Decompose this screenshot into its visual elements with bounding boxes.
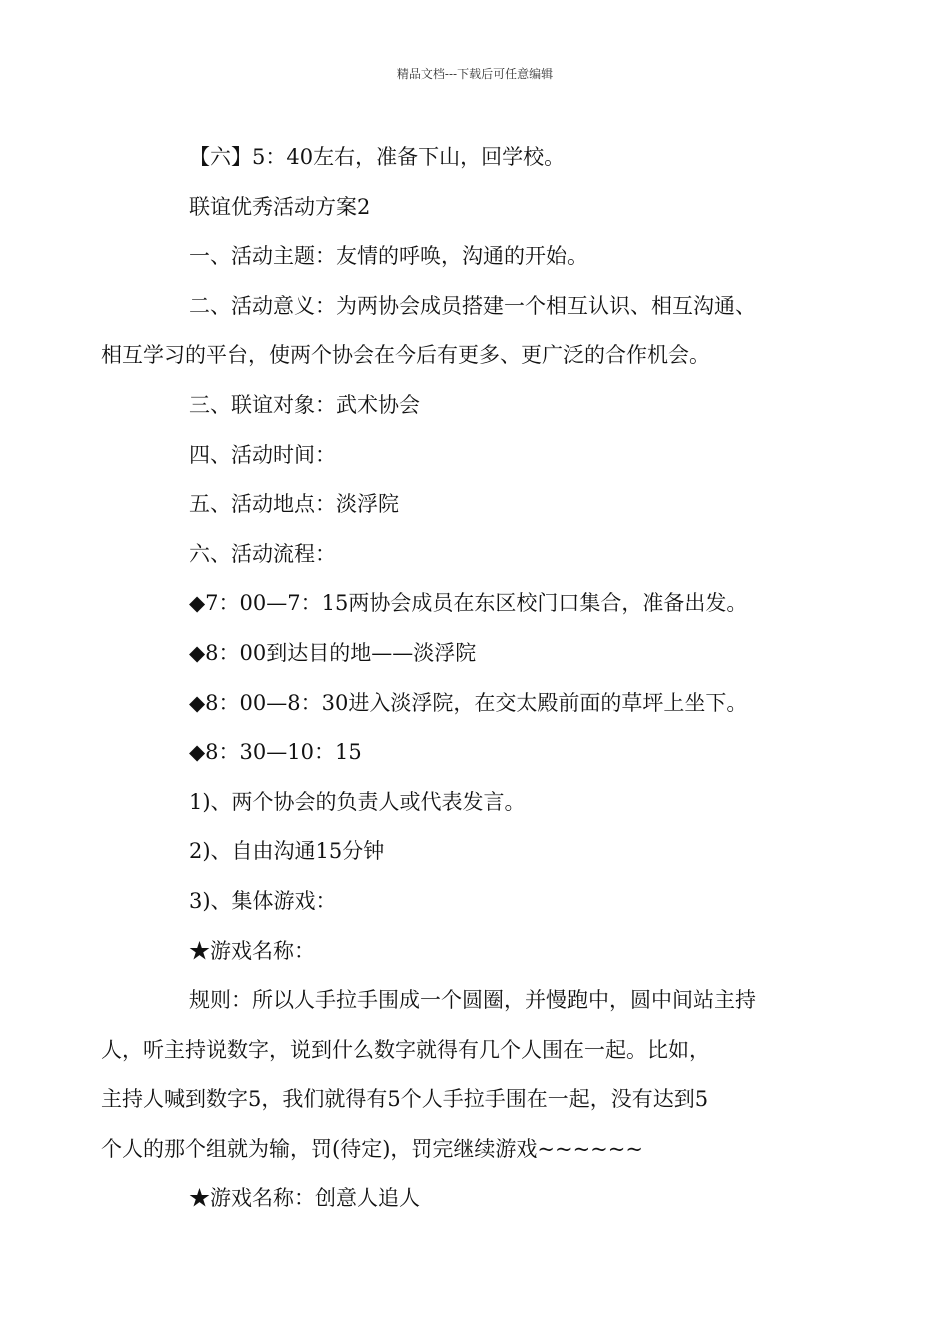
text-line: 3)、集体游戏： xyxy=(189,888,337,913)
document-body xyxy=(101,133,810,1224)
text-line: 【六】5：40左右，准备下山，回学校。 xyxy=(189,145,566,169)
text-line-continuation: 相互学习的平台，使两个协会在今后有更多、更广泛的合作机会。 xyxy=(101,343,710,368)
text-line-continuation: 个人的那个组就为输，罚(待定)，罚完继续游戏~~~~~~ xyxy=(101,1136,643,1161)
text-line-continuation: 人，听主持说数字，说到什么数字就得有几个人围在一起。比如， xyxy=(101,1037,710,1062)
paragraph-game-name-1 xyxy=(145,927,810,977)
text-line-continuation: 主持人喊到数字5，我们就得有5个人手拉手围在一起，没有达到5 xyxy=(101,1087,709,1112)
text-line: ◆8：00到达目的地——淡浮院 xyxy=(189,640,477,665)
page-header: 精品文档---下载后可任意编辑 xyxy=(396,67,554,81)
text-line: 1)、两个协会的负责人或代表发言。 xyxy=(189,789,526,814)
text-line: 四、活动时间： xyxy=(189,442,336,467)
text-line: ★游戏名称：创意人追人 xyxy=(189,1186,420,1211)
paragraph-step-enter xyxy=(145,679,810,729)
paragraph-game-name-2 xyxy=(145,1174,810,1224)
paragraph-step-main xyxy=(145,728,810,778)
paragraph-theme xyxy=(145,232,810,282)
paragraph-section-6-end xyxy=(145,133,810,183)
text-line: 规则：所以人手拉手围成一个圆圈，并慢跑中，圆中间站主持 xyxy=(189,988,756,1013)
paragraph-time xyxy=(145,431,810,481)
paragraph-step-gather xyxy=(145,579,810,629)
paragraph-plan-title xyxy=(145,183,810,233)
text-line: 六、活动流程： xyxy=(189,541,336,566)
paragraph-process-heading xyxy=(145,530,810,580)
text-line: ◆7：00—7：15两协会成员在东区校门口集合，准备出发。 xyxy=(189,591,748,616)
paragraph-sub-games xyxy=(145,877,810,927)
paragraph-sub-free-talk xyxy=(145,827,810,877)
paragraph-location xyxy=(145,480,810,530)
paragraph-sub-speech xyxy=(145,778,810,828)
text-line: 一、活动主题：友情的呼唤，沟通的开始。 xyxy=(189,244,588,269)
text-line: 五、活动地点：淡浮院 xyxy=(189,492,399,517)
paragraph-target xyxy=(145,381,810,431)
text-line: ◆8：00—8：30进入淡浮院，在交太殿前面的草坪上坐下。 xyxy=(189,690,748,715)
text-line: ◆8：30—10：15 xyxy=(189,740,362,765)
text-line: 二、活动意义：为两协会成员搭建一个相互认识、相互沟通、 xyxy=(189,293,756,318)
text-line: 2)、自由沟通15分钟 xyxy=(189,839,385,864)
text-line: ★游戏名称： xyxy=(189,938,315,963)
paragraph-significance xyxy=(101,282,810,381)
paragraph-game-rules xyxy=(101,976,810,1174)
paragraph-step-arrive xyxy=(145,629,810,679)
text-line: 联谊优秀活动方案2 xyxy=(189,194,371,219)
text-line: 三、联谊对象：武术协会 xyxy=(189,392,420,417)
